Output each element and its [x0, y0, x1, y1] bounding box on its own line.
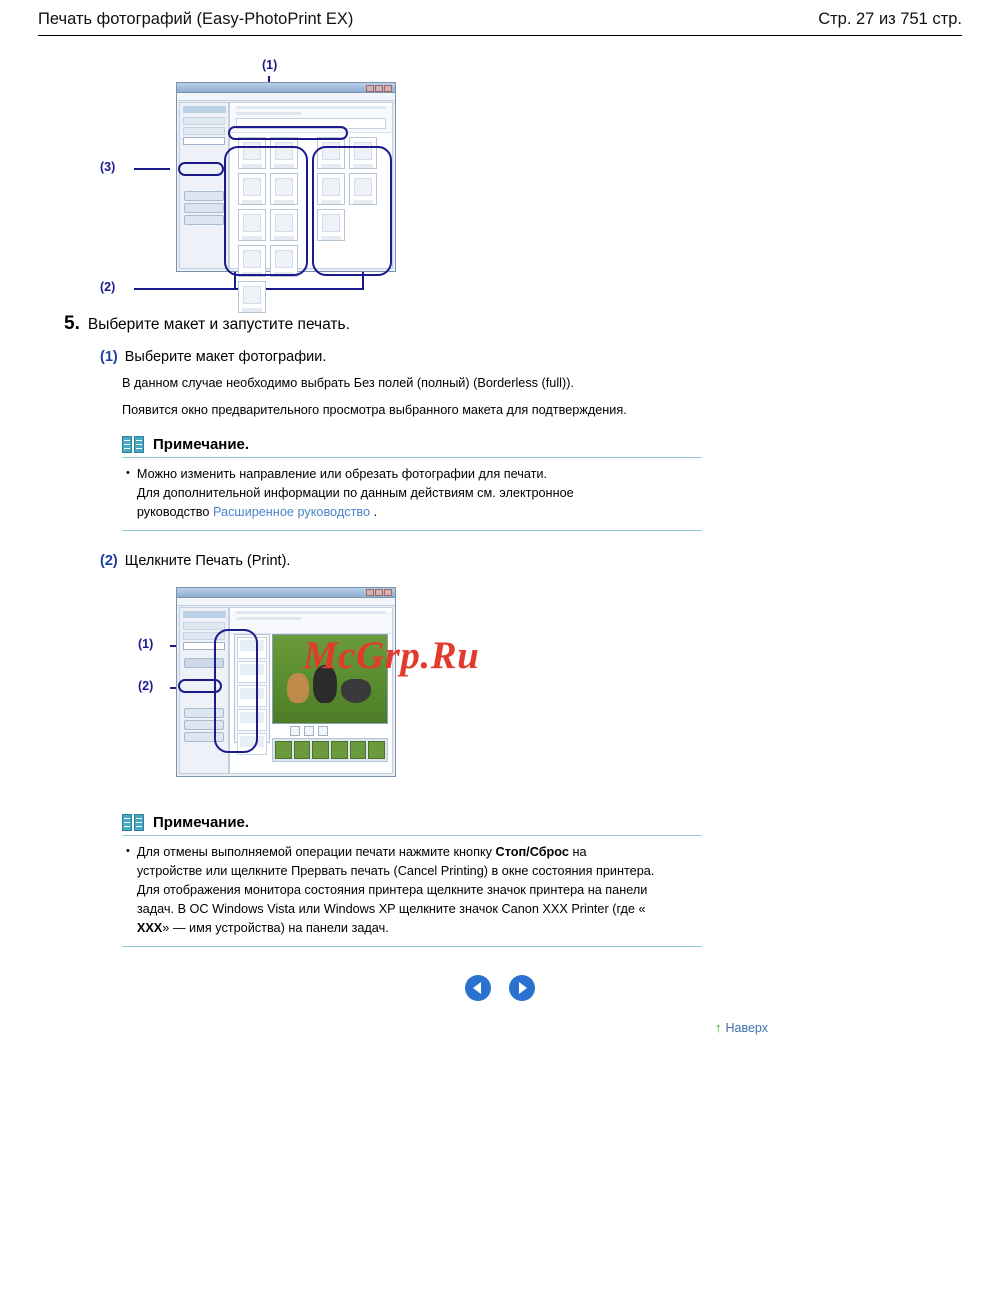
page-header: [38, 0, 962, 36]
note-2-header: [122, 814, 702, 836]
figure2-callout-1-label: (1): [138, 636, 154, 651]
callout-2-label: (2): [100, 280, 116, 294]
header-text-line-2: [236, 112, 301, 115]
callout-3-label: (3): [100, 160, 116, 174]
page-navigation: [0, 975, 1000, 1001]
callout-1-label: (1): [262, 58, 278, 72]
note-2-line-4: задач. В ОС Windows Vista или Windows XP щелкните значок Canon XXX Printer (где «: [136, 902, 646, 917]
substep-1-paragraph-2: Появится окно предварительного просмотра выбранного макета для подтверждения.: [122, 403, 627, 418]
note-2-text: [137, 843, 655, 938]
preview-zoom-controls[interactable]: [290, 726, 328, 736]
pane-button-3[interactable]: [184, 215, 224, 225]
figure-print-window: [38, 587, 962, 792]
note-1-bullet: •: [126, 466, 130, 479]
book-icon: [122, 814, 144, 831]
maximize-button[interactable]: [375, 85, 383, 92]
note-box-1: [122, 436, 702, 531]
dog-right: [341, 679, 371, 703]
close-button[interactable]: [384, 589, 392, 596]
substep-1: [38, 349, 962, 365]
substep-1-paragraph-1: В данном случае необходимо выбрать Без полей (полный) (Borderless (full)).: [122, 376, 574, 390]
substep-2: [38, 553, 962, 569]
step-5-text: Выберите макет и запустите печать.: [87, 316, 350, 333]
note-1-body: [122, 458, 702, 531]
print-content-header: [230, 611, 392, 634]
note-1-line-1: Можно изменить направление или обрезать фотографии для печати.: [136, 466, 548, 481]
note-2-bullet: •: [126, 844, 130, 857]
highlight-layout-column-right: [312, 146, 392, 276]
substep-2-text: Щелкните Печать (Print).: [124, 552, 291, 569]
window-titlebar: [177, 83, 395, 93]
note-2-title: Примечание.: [153, 813, 250, 831]
print-window-titlebar: [177, 588, 395, 598]
note-1-text: [137, 465, 574, 522]
app-logo: [183, 611, 226, 618]
film-thumbnail[interactable]: [294, 741, 311, 759]
stop-reset-button-name: Стоп/Сброс: [495, 844, 569, 859]
figure-layout-selection: [38, 50, 962, 295]
wizard-step-select-images[interactable]: [183, 622, 225, 630]
zoom-out-icon[interactable]: [290, 726, 300, 736]
advanced-guide-link[interactable]: Расширенное руководство: [212, 504, 371, 519]
next-page-icon[interactable]: [509, 975, 535, 1001]
highlight-step-item: [178, 162, 224, 176]
minimize-button[interactable]: [366, 589, 374, 596]
close-button[interactable]: [384, 85, 392, 92]
header-text-line-2: [236, 617, 301, 620]
note-2-line-5b: » — имя устройства) на панели задач.: [162, 921, 389, 936]
substep-1-number: (1): [100, 349, 118, 365]
note-1-line-3-prefix: руководство: [136, 504, 213, 519]
note-1-line-2: Для дополнительной информации по данным действиям см. электронное: [136, 485, 574, 500]
up-arrow-icon: ↑: [715, 1020, 722, 1035]
note-2-line-1a: Для отмены выполняемой операции печати нажмите кнопку: [136, 844, 496, 859]
header-title: Печать фотографий (Easy-PhotoPrint EX): [38, 10, 354, 28]
highlight-print-button: [178, 679, 222, 693]
highlight-layout-column-left: [224, 146, 308, 276]
highlight-page-list: [214, 629, 258, 753]
app-logo: [183, 106, 226, 113]
step-5: [38, 313, 962, 335]
note-1-title: Примечание.: [153, 435, 250, 453]
note-2-body: [122, 836, 702, 947]
note-2-line-5a: XXX: [136, 921, 163, 936]
figure2-callout-2-label: (2): [138, 678, 154, 693]
watermark: McGrp.Ru: [303, 633, 480, 677]
wizard-step-select-images[interactable]: [183, 117, 225, 125]
substep-1-text: Выберите макет фотографии.: [124, 349, 327, 365]
back-to-top-link[interactable]: [715, 1020, 768, 1035]
film-thumbnail[interactable]: [350, 741, 367, 759]
substep-2-number: (2): [100, 552, 118, 569]
wizard-step-select-paper[interactable]: [183, 127, 225, 135]
note-1-header: [122, 436, 702, 458]
back-to-top-label: Наверх: [725, 1020, 768, 1035]
note-2-line-3: Для отображения монитора состояния принтера щелкните значок принтера на панели: [136, 883, 648, 898]
rotate-icon[interactable]: [318, 726, 328, 736]
callout-3-leader: [134, 168, 170, 170]
layout-thumbnail[interactable]: [238, 281, 266, 313]
wizard-step-layout-print[interactable]: [183, 137, 225, 145]
minimize-button[interactable]: [366, 85, 374, 92]
header-page-number: Стр. 27 из 751 стр.: [818, 10, 962, 28]
film-thumbnail[interactable]: [331, 741, 348, 759]
highlight-dropdown-row: [228, 126, 348, 140]
film-thumbnail[interactable]: [312, 741, 329, 759]
note-2-line-2: устройстве или щелкните Прервать печать (Cancel Printing) в окне состояния принтера.: [136, 864, 655, 878]
step-5-number: 5.: [64, 313, 80, 334]
previous-page-icon[interactable]: [465, 975, 491, 1001]
maximize-button[interactable]: [375, 589, 383, 596]
book-icon: [122, 436, 144, 453]
header-text-line-1: [236, 611, 386, 614]
film-thumbnail[interactable]: [368, 741, 385, 759]
note-box-2: [122, 814, 702, 947]
header-text-line-1: [236, 106, 386, 109]
pane-button-1[interactable]: [184, 191, 224, 201]
pane-button-2[interactable]: [184, 203, 224, 213]
zoom-in-icon[interactable]: [304, 726, 314, 736]
note-1-line-3-suffix: .: [370, 504, 378, 519]
wizard-step-pane: [179, 102, 229, 269]
note-2-line-1c: на: [568, 844, 587, 859]
film-thumbnail[interactable]: [275, 741, 292, 759]
film-strip[interactable]: [272, 738, 388, 762]
